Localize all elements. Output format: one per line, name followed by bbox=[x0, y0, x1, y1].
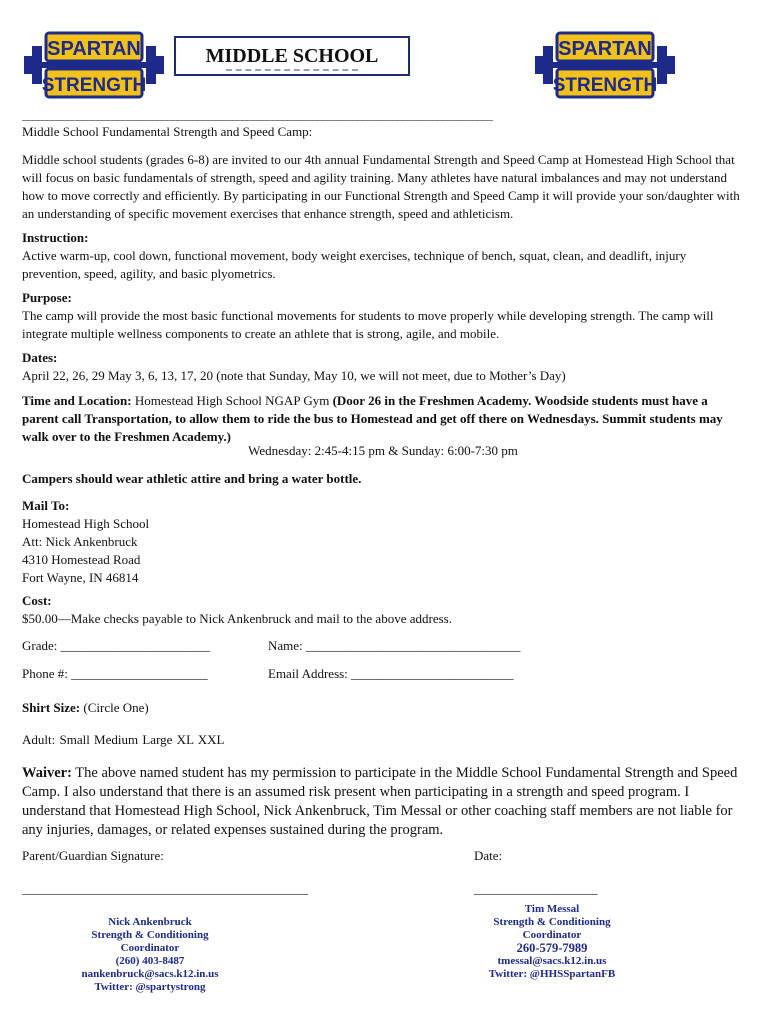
contact-role: Strength & Conditioning bbox=[91, 929, 209, 941]
mail-line: Att: Nick Ankenbruck bbox=[22, 534, 138, 549]
time-location-section bbox=[22, 392, 744, 446]
spartan-strength-logo-left bbox=[24, 30, 164, 100]
intro-text: Middle school students (grades 6-8) are invited to our 4th annual Fundamental Strength and Speed Camp at Homestead High School that will focus on basic fundamentals of strength, speed and agility training. Many athletes have natural imbalances and may not understand how to move correctly and efficiently. By participating in our Functional Strength and Speed Camp it will provide your son/daughter with an understanding of specific movement exercises that enhance strength, speed and athleticism. bbox=[22, 152, 740, 221]
adult-sizes[interactable]: Adult: Small Medium Large XL XXL bbox=[22, 732, 225, 747]
contact-card-nick bbox=[60, 916, 240, 994]
mail-line: Fort Wayne, IN 46814 bbox=[22, 570, 139, 585]
intro-heading: Middle School Fundamental Strength and Speed Camp: bbox=[22, 124, 313, 139]
waiver-label: Waiver: bbox=[22, 765, 72, 781]
attire-note bbox=[22, 470, 744, 488]
shirt-size-label: Shirt Size: bbox=[22, 700, 81, 715]
contact-phone: (260) 403-8487 bbox=[115, 955, 185, 967]
contact-card-tim bbox=[462, 903, 642, 981]
contact-phone: 260-579-7989 bbox=[516, 941, 588, 955]
name-field[interactable]: Name: _________________________________ bbox=[268, 638, 521, 653]
contact-name: Tim Messal bbox=[524, 903, 580, 915]
mail-section bbox=[22, 497, 744, 587]
dates-label: Dates: bbox=[22, 350, 58, 365]
mail-label: Mail To: bbox=[22, 498, 70, 513]
instruction-section bbox=[22, 229, 744, 283]
contact-role: Coordinator bbox=[522, 929, 582, 941]
spartan-strength-logo-right bbox=[535, 30, 675, 100]
contact-email[interactable]: tmessal@sacs.k12.in.us bbox=[497, 955, 607, 967]
contact-twitter[interactable]: Twitter: @spartystrong bbox=[94, 981, 206, 993]
mail-line: 4310 Homestead Road bbox=[22, 552, 141, 567]
contact-role: Coordinator bbox=[120, 942, 180, 954]
email-field[interactable]: Email Address: _________________________ bbox=[268, 666, 514, 681]
contact-twitter[interactable]: Twitter: @HHSSpartanFB bbox=[488, 968, 616, 980]
time-location-text: Homestead High School NGAP Gym bbox=[131, 393, 333, 408]
dates-text: April 22, 26, 29 May 3, 6, 13, 17, 20 (note that Sunday, May 10, we will not meet, due to Mother’s Day) bbox=[22, 368, 566, 383]
cost-text: $50.00—Make checks payable to Nick Ankenbruck and mail to the above address. bbox=[22, 611, 452, 626]
phone-field[interactable]: Phone #: _____________________ bbox=[22, 666, 208, 681]
cost-label: Cost: bbox=[22, 593, 52, 608]
instruction-label: Instruction: bbox=[22, 230, 89, 245]
time-location-details: (Door 26 in the Freshmen Academy. Woodside students must have a parent call Transportation, to allow them to ride the bus to Homestead and get off there on Wednesdays. Summit students may walk over to the Freshmen Academy.) bbox=[22, 393, 723, 444]
logo-bottom-word: STRENGTH bbox=[552, 75, 658, 96]
attire-text: Campers should wear athletic attire and bring a water bottle. bbox=[22, 471, 362, 486]
contact-name: Nick Ankenbruck bbox=[108, 916, 192, 928]
header-divider: ______________________________________________________________________________________________ bbox=[22, 108, 492, 122]
camp-times: Wednesday: 2:45-4:15 pm & Sunday: 6:00-7:30 pm bbox=[248, 443, 518, 458]
waiver-section bbox=[22, 764, 744, 840]
purpose-section bbox=[22, 289, 744, 343]
page-title: MIDDLE SCHOOL bbox=[205, 45, 379, 67]
waiver-text: The above named student has my permission to participate in the Middle School Fundamental Strength and Speed Camp. I also understand that there is an assumed risk present when participating in a strength and speed program. I understand that Homestead High School, Nick Ankenbruck, Tim Messal or other coaching staff members are not liable for any injuries, damages, or related expenses sustained during the program. bbox=[22, 765, 738, 838]
signature-line[interactable]: ____________________________________________ bbox=[22, 881, 308, 896]
contact-email[interactable]: nankenbruck@sacs.k12.in.us bbox=[81, 968, 219, 980]
title-underline bbox=[226, 69, 358, 74]
logo-top-word: SPARTAN bbox=[47, 38, 141, 60]
cost-section bbox=[22, 592, 744, 628]
purpose-text: The camp will provide the most basic functional movements for students to move properly while developing strength. The camp will integrate multiple wellness components to create an athlete that is strong, agile, and mobile. bbox=[22, 308, 714, 341]
dates-section bbox=[22, 349, 744, 385]
date-line[interactable]: ___________________ bbox=[474, 881, 598, 896]
contact-role: Strength & Conditioning bbox=[493, 916, 611, 928]
logo-bottom-word: STRENGTH bbox=[41, 75, 147, 96]
logo-top-word: SPARTAN bbox=[558, 38, 652, 60]
shirt-size-note: (Circle One) bbox=[80, 700, 149, 715]
mail-line: Homestead High School bbox=[22, 516, 150, 531]
purpose-label: Purpose: bbox=[22, 290, 72, 305]
date-label: Date: bbox=[474, 848, 503, 863]
title-box bbox=[174, 36, 410, 76]
instruction-text: Active warm-up, cool down, functional movement, body weight exercises, technique of bench, squat, clean, and deadlift, injury prevention, speed, agility, and basic plyometrics. bbox=[22, 248, 687, 281]
shirt-size-section bbox=[22, 699, 744, 717]
signature-label: Parent/Guardian Signature: bbox=[22, 848, 164, 863]
time-location-label: Time and Location: bbox=[22, 393, 132, 408]
grade-field[interactable]: Grade: _______________________ bbox=[22, 638, 211, 653]
